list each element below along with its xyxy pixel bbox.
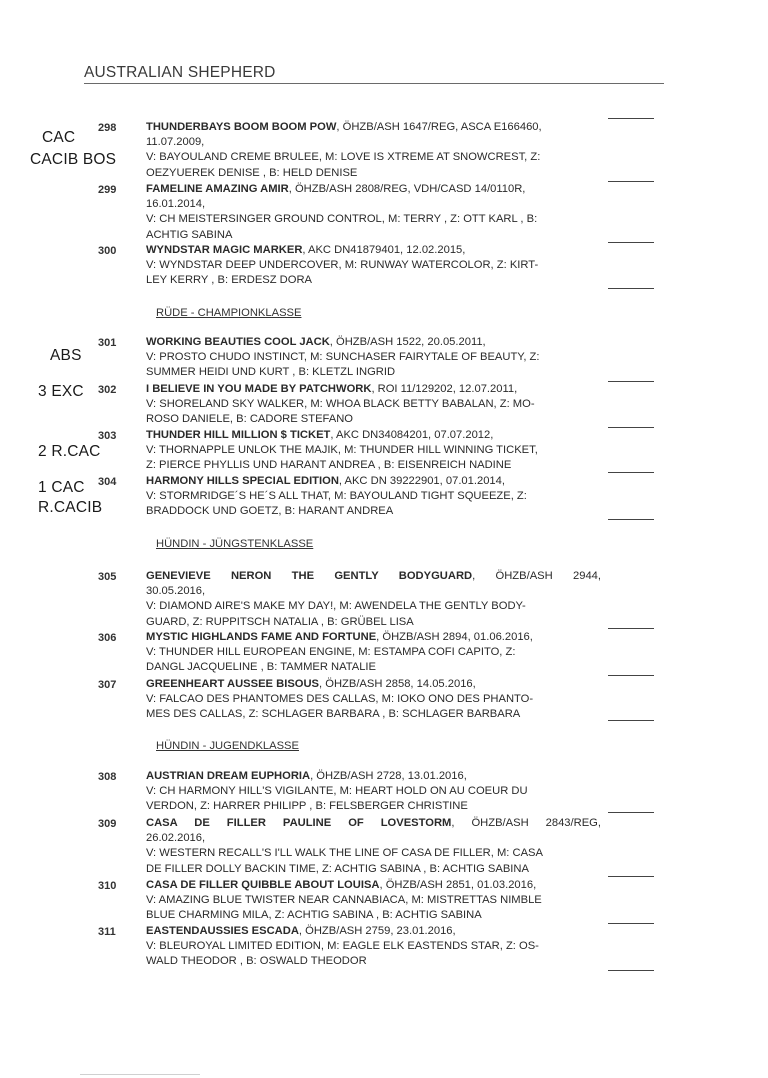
result-blank-line [608, 812, 654, 813]
entry-registry: , ÖHZB/ASH 2944, [472, 570, 601, 582]
entry-registry: , AKC DN 39222901, 07.01.2014, [338, 475, 505, 487]
entry-line: V: WESTERN RECALL'S I'LL WALK THE LINE OF CASA DE FILLER, M: CASA [146, 847, 543, 860]
entry-line: V: WYNDSTAR DEEP UNDERCOVER, M: RUNWAY WATERCOLOR, Z: KIRT- [146, 259, 539, 272]
entry-line: V: PROSTO CHUDO INSTINCT, M: SUNCHASER FAIRYTALE OF BEAUTY, Z: [146, 351, 540, 364]
entry-number: 305 [98, 571, 117, 583]
dog-name: CASA DE FILLER PAULINE OF LOVESTORM [146, 817, 452, 829]
entry-registry: , ÖHZB/ASH 2843/REG, [451, 817, 601, 829]
entry-registry: , AKC DN34084201, 07.07.2012, [330, 429, 494, 441]
entry-registry: , ÖHZB/ASH 2858, 14.05.2016, [319, 678, 476, 690]
entry-305 [146, 569, 601, 630]
entry-line: V: FALCAO DES PHANTOMES DES CALLAS, M: IOKO ONO DES PHANTO- [146, 693, 534, 706]
result-blank-line [608, 970, 654, 971]
result-blank-line [608, 519, 654, 520]
entry-registry: , ÖHZB/ASH 2894, 01.06.2016, [376, 631, 533, 643]
entry-number: 310 [98, 880, 117, 892]
entry-line: MES DES CALLAS, Z: SCHLAGER BARBARA , B: SCHLAGER BARBARA [146, 708, 521, 721]
entry-line: VERDON, Z: HARRER PHILIPP , B: FELSBERGER CHRISTINE [146, 800, 468, 813]
annotation-abs: ABS [50, 347, 82, 364]
entry-registry: , ÖHZB/ASH 2728, 13.01.2016, [310, 770, 467, 782]
entry-line: 26.02.2016, [146, 832, 206, 845]
dog-name: MYSTIC HIGHLANDS FAME AND FORTUNE [146, 631, 377, 643]
entry-number: 302 [98, 384, 117, 396]
entry-line: V: AMAZING BLUE TWISTER NEAR CANNABIACA, M: MISTRETTAS NIMBLE [146, 894, 542, 907]
entry-registry: , ÖHZB/ASH 1647/REG, ASCA E166460, [336, 121, 542, 133]
result-blank-line [608, 181, 654, 182]
annotation-1-cac: 1 CAC [38, 479, 85, 496]
entry-298 [146, 120, 601, 181]
entry-line: V: THUNDER HILL EUROPEAN ENGINE, M: ESTAMPA COFI CAPITO, Z: [146, 646, 516, 659]
entry-number: 306 [98, 632, 117, 644]
dog-name: HARMONY HILLS SPECIAL EDITION [146, 475, 339, 487]
entry-line: DANGL JACQUELINE , B: TAMMER NATALIE [146, 661, 377, 674]
result-blank-line [608, 427, 654, 428]
entry-304 [146, 474, 601, 520]
entry-number: 311 [98, 926, 116, 938]
entry-line: OEZYUEREK DENISE , B: HELD DENISE [146, 166, 358, 179]
entry-registry: , AKC DN41879401, 12.02.2015, [302, 244, 466, 256]
result-blank-line [608, 720, 654, 721]
entry-number: 299 [98, 184, 117, 196]
entry-300 [146, 243, 601, 289]
entry-306 [146, 630, 601, 676]
annotation-2-rcac: 2 R.CAC [38, 443, 101, 460]
entry-309 [146, 816, 601, 877]
section-heading: HÜNDIN - JUGENDKLASSE [156, 740, 299, 752]
entry-line: V: THORNAPPLE UNLOK THE MAJIK, M: THUNDER HILL WINNING TICKET, [146, 444, 538, 457]
dog-name: CASA DE FILLER QUIBBLE ABOUT LOUISA [146, 879, 380, 891]
result-blank-line [608, 923, 654, 924]
entry-number: 304 [98, 476, 117, 488]
entry-308 [146, 769, 601, 815]
entry-line: Z: PIERCE PHYLLIS UND HARANT ANDREA , B: EISENREICH NADINE [146, 459, 512, 472]
entry-registry: , ROI 11/129202, 12.07.2011, [371, 383, 518, 395]
entry-line: V: BAYOULAND CREME BRULEE, M: LOVE IS XTREME AT SNOWCREST, Z: [146, 151, 541, 164]
dog-name: GREENHEART AUSSEE BISOUS [146, 678, 320, 690]
annotation-cacib-bos: CACIB BOS [30, 151, 117, 168]
dog-name: WORKING BEAUTIES COOL JACK [146, 336, 330, 348]
section-heading: HÜNDIN - JÜNGSTENKLASSE [156, 538, 314, 550]
entry-line: 30.05.2016, [146, 585, 206, 598]
result-blank-line [608, 242, 654, 243]
entry-number: 309 [98, 818, 117, 830]
entry-line: BLUE CHARMING MILA, Z: ACHTIG SABINA , B: ACHTIG SABINA [146, 909, 482, 922]
result-blank-line [608, 118, 654, 119]
annotation-cac: CAC [42, 129, 76, 146]
entry-registry: , ÖHZB/ASH 2759, 23.01.2016, [298, 925, 456, 937]
entry-307 [146, 677, 601, 723]
dog-name: THUNDER HILL MILLION $ TICKET [146, 429, 331, 441]
entry-registry: , ÖHZB/ASH 1522, 20.05.2011, [329, 336, 486, 348]
entry-302 [146, 382, 601, 428]
footer-divider [80, 1074, 200, 1075]
entry-line: LEY KERRY , B: ERDESZ DORA [146, 274, 313, 287]
entry-line: V: CH MEISTERSINGER GROUND CONTROL, M: TERRY , Z: OTT KARL , B: [146, 213, 538, 226]
dog-name: GENEVIEVE NERON THE GENTLY BODYGUARD [146, 570, 473, 582]
entry-line: V: CH HARMONY HILL'S VIGILANTE, M: HEART HOLD ON AU COEUR DU [146, 785, 528, 798]
result-blank-line [608, 288, 654, 289]
entry-number: 301 [98, 337, 117, 349]
dog-name: EASTENDAUSSIES ESCADA [146, 925, 299, 937]
entry-line: BRADDOCK UND GOETZ, B: HARANT ANDREA [146, 505, 394, 518]
annotation-3-exc: 3 EXC [38, 383, 84, 400]
entry-number: 298 [98, 122, 117, 134]
entry-registry: , ÖHZB/ASH 2851, 01.03.2016, [379, 879, 537, 891]
entry-line: 16.01.2014, [146, 198, 206, 211]
entry-number: 307 [98, 679, 117, 691]
entry-line: GUARD, Z: RUPPITSCH NATALIA , B: GRÜBEL LISA [146, 615, 414, 628]
entry-line: DE FILLER DOLLY BACKIN TIME, Z: ACHTIG SABINA , B: ACHTIG SABINA [146, 862, 529, 875]
entry-line: WALD THEODOR , B: OSWALD THEODOR [146, 955, 367, 968]
entry-line: V: STORMRIDGE´S HE´S ALL THAT, M: BAYOULAND TIGHT SQUEEZE, Z: [146, 490, 527, 503]
header-divider [84, 83, 664, 84]
dog-name: WYNDSTAR MAGIC MARKER [146, 244, 303, 256]
result-blank-line [608, 675, 654, 676]
entry-311 [146, 924, 601, 970]
dog-name: AUSTRIAN DREAM EUPHORIA [146, 770, 311, 782]
entry-number: 303 [98, 430, 117, 442]
entry-310 [146, 878, 601, 924]
entry-number: 308 [98, 771, 117, 783]
page-title: AUSTRALIAN SHEPHERD [84, 64, 276, 81]
entry-number: 300 [98, 245, 117, 257]
entry-line: ACHTIG SABINA [146, 228, 233, 241]
entry-registry: , ÖHZB/ASH 2808/REG, VDH/CASD 14/0110R, [288, 183, 526, 195]
result-blank-line [608, 628, 654, 629]
dog-name: FAMELINE AMAZING AMIR [146, 183, 289, 195]
entry-line: ROSO DANIELE, B: CADORE STEFANO [146, 413, 354, 426]
entry-301 [146, 335, 601, 381]
result-blank-line [608, 876, 654, 877]
entry-line: V: SHORELAND SKY WALKER, M: WHOA BLACK BETTY BABALAN, Z: MO- [146, 398, 535, 411]
entry-299 [146, 182, 601, 243]
entry-line: V: DIAMOND AIRE'S MAKE MY DAY!, M: AWENDELA THE GENTLY BODY- [146, 600, 526, 613]
section-heading: RÜDE - CHAMPIONKLASSE [156, 307, 302, 319]
entry-line: V: BLEUROYAL LIMITED EDITION, M: EAGLE ELK EASTENDS STAR, Z: OS- [146, 940, 539, 953]
entry-303 [146, 428, 601, 474]
annotation-rcacib: R.CACIB [38, 499, 103, 516]
result-blank-line [608, 472, 654, 473]
entry-line: SUMMER HEIDI UND KURT , B: KLETZL INGRID [146, 366, 396, 379]
dog-name: I BELIEVE IN YOU MADE BY PATCHWORK [146, 383, 372, 395]
result-blank-line [608, 381, 654, 382]
entry-line: 11.07.2009, [146, 136, 205, 149]
dog-name: THUNDERBAYS BOOM BOOM POW [146, 121, 337, 133]
